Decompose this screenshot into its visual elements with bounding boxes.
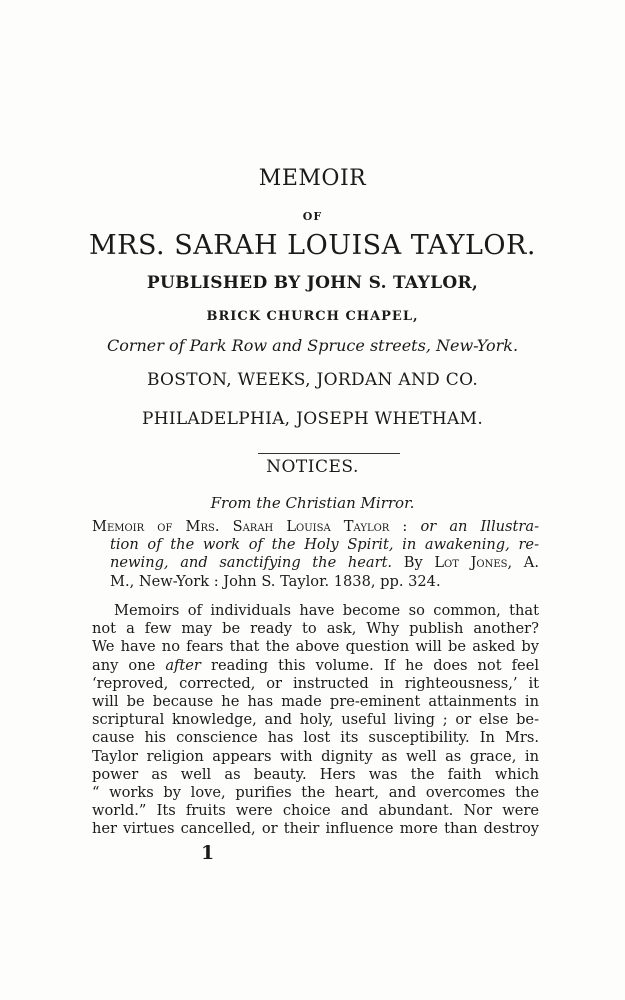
page-number: 1: [201, 842, 215, 864]
notice-paragraph: [92, 602, 539, 839]
title-of: OF: [302, 210, 323, 223]
address-line: Corner of Park Row and Spruce streets, New-York.: [106, 336, 519, 355]
title-memoir: MEMOIR: [258, 166, 367, 191]
para-line: cause his conscience has lost its susceptibility. In Mrs.: [92, 729, 539, 747]
entry-line-4: M., New-York : John S. Taylor. 1838, pp. 324.: [110, 572, 441, 590]
para-line: power as well as beauty. Hers was the faith which: [92, 765, 539, 783]
entry-line-3: newing, and sanctifying the heart. By Lot Jones, A.: [110, 554, 539, 572]
philadelphia-line: PHILADELPHIA, JOSEPH WHETHAM.: [141, 409, 484, 429]
para-line: world.” Its fruits were choice and abundant. Nor were: [92, 802, 539, 820]
para-line: We have no fears that the above question will be asked by: [92, 638, 539, 656]
para-line: Memoirs of individuals have become so common, that: [114, 602, 539, 619]
entry-line-1: Memoir of Mrs. Sarah Louisa Taylor : or an Illustra-: [92, 518, 539, 535]
notice-entry: [92, 518, 539, 591]
para-line: ‘reproved, corrected, or instructed in righteousness,’ it: [92, 674, 539, 692]
title-name: MRS. SARAH LOUISA TAYLOR.: [89, 230, 536, 261]
entry-line-2: tion of the work of the Holy Spirit, in awakening, re-: [110, 536, 539, 554]
boston-line: BOSTON, WEEKS, JORDAN AND CO.: [146, 370, 479, 390]
para-line: scriptural knowledge, and holy, useful living ; or else be-: [92, 711, 539, 729]
para-line: will be because he has made pre-eminent attainments in: [92, 693, 539, 711]
para-line: Taylor religion appears with dignity as well as grace, in: [92, 747, 539, 765]
para-line: her virtues cancelled, or their influence more than destroy: [92, 820, 539, 838]
publisher-line: PUBLISHED BY JOHN S. TAYLOR,: [146, 273, 479, 293]
para-line: any one after reading this volume. If he does not feel: [92, 656, 539, 674]
chapel-line: BRICK CHURCH CHAPEL,: [206, 309, 419, 324]
para-line: not a few may be ready to ask, Why publish another?: [92, 620, 539, 638]
para-line: “ works by love, purifies the heart, and overcomes the: [92, 784, 539, 802]
notices-heading: NOTICES.: [266, 457, 359, 477]
divider-rule: [258, 453, 400, 454]
notice-source: From the Christian Mirror.: [210, 494, 415, 512]
